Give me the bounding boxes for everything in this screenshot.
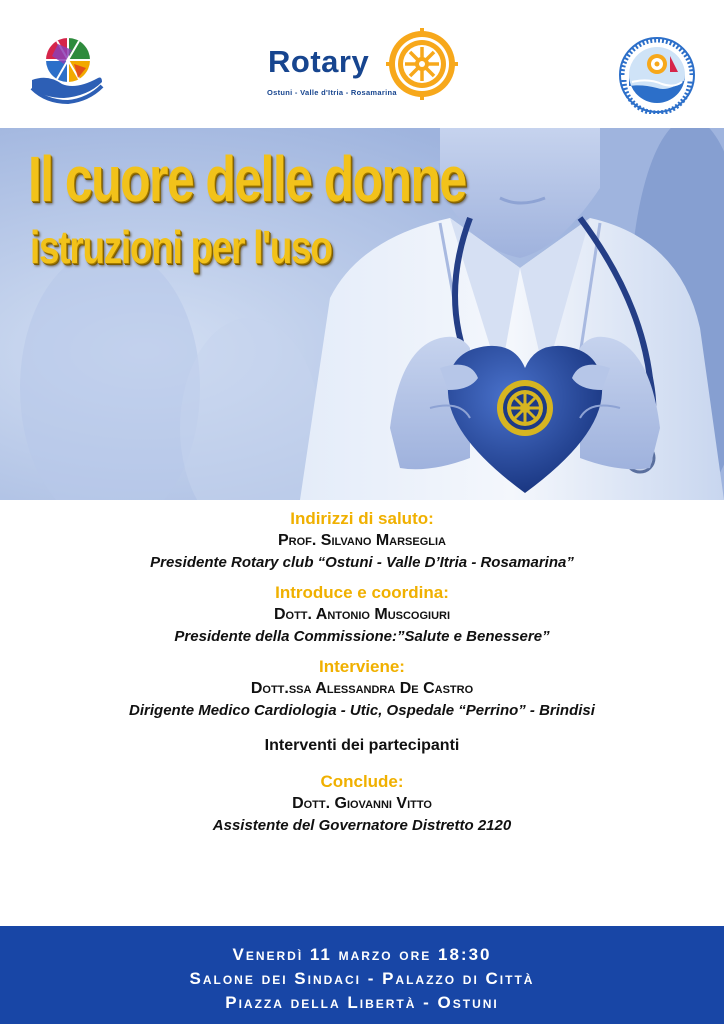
- speaker-role: Presidente della Commissione:”Salute e Benessere”: [174, 628, 550, 645]
- event-venue: Salone dei Sindaci - Palazzo di Città: [189, 969, 535, 988]
- participants-note: Interventi dei partecipanti: [264, 737, 460, 754]
- speaker-role: Presidente Rotary club “Ostuni - Valle D’Itria - Rosamarina”: [150, 554, 574, 571]
- speaker-role: Dirigente Medico Cardiologia - Utic, Ospedale “Perrino” - Brindisi: [129, 702, 595, 719]
- speaker-name: Dott.ssa Alessandra De Castro: [250, 680, 474, 697]
- event-details-footer: [0, 926, 724, 1024]
- event-title: Il cuore delle donne: [28, 143, 466, 215]
- district-badge-icon: [618, 36, 696, 114]
- speaker-role: Assistente del Governatore Distretto 2120: [212, 817, 512, 834]
- section-label: Indirizzi di saluto:: [290, 509, 434, 528]
- intro-section: [0, 582, 724, 647]
- event-address: Piazza della Libertà - Ostuni: [225, 993, 499, 1012]
- section-label: Introduce e coordina:: [275, 583, 449, 602]
- event-subtitle: istruzioni per l'uso: [30, 221, 332, 273]
- participants-section: [0, 735, 724, 757]
- rotary-wordmark: Rotary: [268, 44, 370, 79]
- header: [0, 0, 724, 128]
- speaker-section: [0, 656, 724, 721]
- hero-banner: [0, 128, 724, 500]
- hand-globe-icon: [28, 30, 106, 108]
- rotary-club-logo: [262, 26, 462, 106]
- greetings-section: [0, 508, 724, 573]
- rotary-club-location: Ostuni - Valle d'Itria - Rosamarina: [267, 88, 397, 97]
- section-label: Interviene:: [319, 657, 405, 676]
- event-date-time: Venerdì 11 marzo ore 18:30: [232, 945, 492, 964]
- speaker-name: Dott. Antonio Muscogiuri: [273, 606, 451, 623]
- closing-section: [0, 771, 724, 836]
- section-label: Conclude:: [320, 772, 404, 791]
- program: [0, 508, 724, 836]
- speaker-name: Dott. Giovanni Vitto: [292, 795, 432, 812]
- speaker-name: Prof. Silvano Marseglia: [278, 532, 446, 549]
